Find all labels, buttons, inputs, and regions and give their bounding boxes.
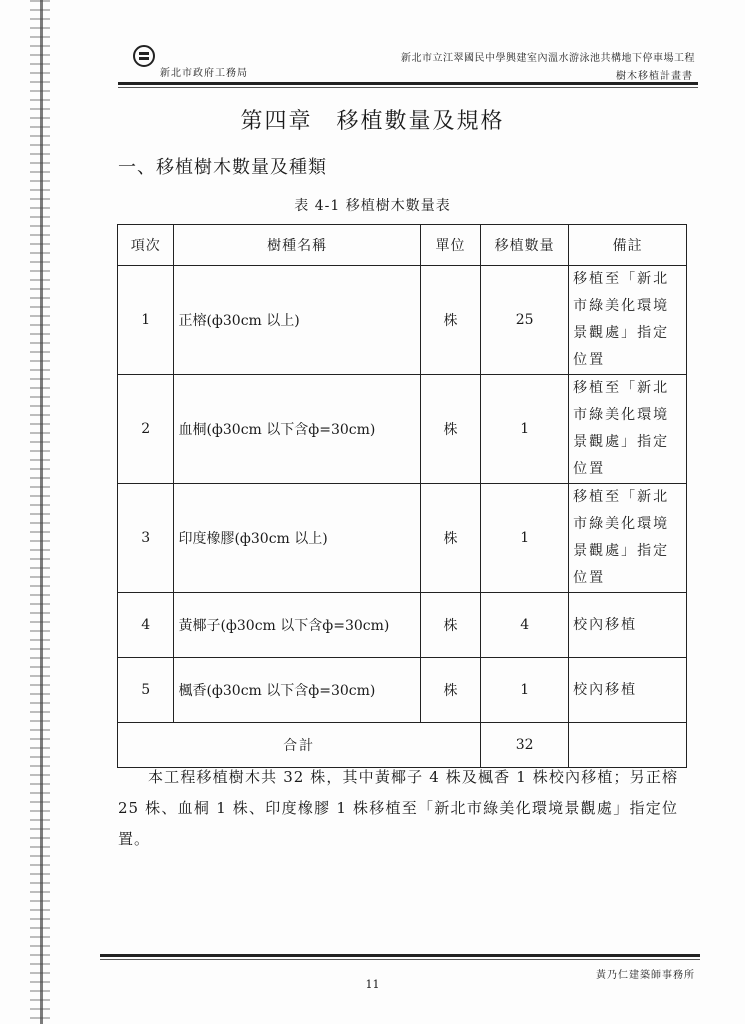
table-header-row: [118, 225, 687, 266]
row-no: 3: [118, 484, 174, 593]
header-rule: [118, 82, 698, 85]
header-name: 樹種名稱: [174, 225, 420, 266]
table-total-row: [118, 723, 687, 768]
table-caption: 表 4-1 移植樹木數量表: [294, 198, 451, 214]
header-no: 項次: [118, 225, 174, 266]
row-unit: 株: [420, 266, 480, 375]
row-name: 黃椰子(ф30cm 以下含ф=30cm): [174, 593, 420, 658]
row-no: 4: [118, 593, 174, 658]
row-name: 正榕(ф30cm 以上): [174, 266, 420, 375]
agency-logo-icon: [133, 45, 155, 67]
agency-name: 新北市政府工務局: [160, 68, 248, 79]
row-name: 印度橡膠(ф30cm 以上): [174, 484, 420, 593]
row-note: 校內移植: [569, 658, 687, 723]
header-unit: 單位: [420, 225, 480, 266]
row-qty: 1: [481, 658, 569, 723]
row-note: 校內移植: [569, 593, 687, 658]
row-name: 血桐(ф30cm 以下含ф=30cm): [174, 375, 420, 484]
row-unit: 株: [420, 375, 480, 484]
binding-line: [40, 0, 43, 1024]
row-qty: 1: [481, 484, 569, 593]
row-unit: 株: [420, 658, 480, 723]
total-label: 合計: [118, 723, 481, 768]
header-qty: 移植數量: [481, 225, 569, 266]
page-number: 11: [365, 978, 380, 991]
row-note: 移植至「新北市綠美化環境景觀處」指定位置: [569, 484, 687, 593]
tree-quantity-table: [117, 224, 687, 768]
table-row: [118, 593, 687, 658]
row-note: 移植至「新北市綠美化環境景觀處」指定位置: [569, 266, 687, 375]
total-note: [569, 723, 687, 768]
header-note: 備註: [569, 225, 687, 266]
footer-firm: 黃乃仁建築師事務所: [596, 970, 695, 981]
table-row: [118, 484, 687, 593]
row-name: 楓香(ф30cm 以下含ф=30cm): [174, 658, 420, 723]
footer-rule-thin: [100, 959, 700, 960]
row-note: 移植至「新北市綠美化環境景觀處」指定位置: [569, 375, 687, 484]
row-unit: 株: [420, 593, 480, 658]
row-qty: 1: [481, 375, 569, 484]
section-title: 一、移植樹木數量及種類: [118, 157, 327, 178]
table-row: [118, 658, 687, 723]
row-no: 1: [118, 266, 174, 375]
row-no: 2: [118, 375, 174, 484]
total-qty: 32: [481, 723, 569, 768]
row-unit: 株: [420, 484, 480, 593]
row-qty: 4: [481, 593, 569, 658]
row-qty: 25: [481, 266, 569, 375]
table-row: [118, 266, 687, 375]
project-subtitle: 樹木移植計畫書: [616, 71, 693, 82]
summary-paragraph: 本工程移植樹木共 32 株，其中黃椰子 4 株及楓香 1 株校內移植；另正榕 25 株、血桐 1 株、印度橡膠 1 株移植至「新北市綠美化環境景觀處」指定位置。: [118, 768, 678, 848]
footer-rule: [100, 954, 700, 957]
header-rule-thin: [118, 87, 698, 88]
table-row: [118, 375, 687, 484]
row-no: 5: [118, 658, 174, 723]
project-title: 新北市立江翠國民中學興建室內溫水游泳池共構地下停車場工程: [401, 53, 695, 64]
chapter-title: 第四章 移植數量及規格: [240, 109, 505, 134]
